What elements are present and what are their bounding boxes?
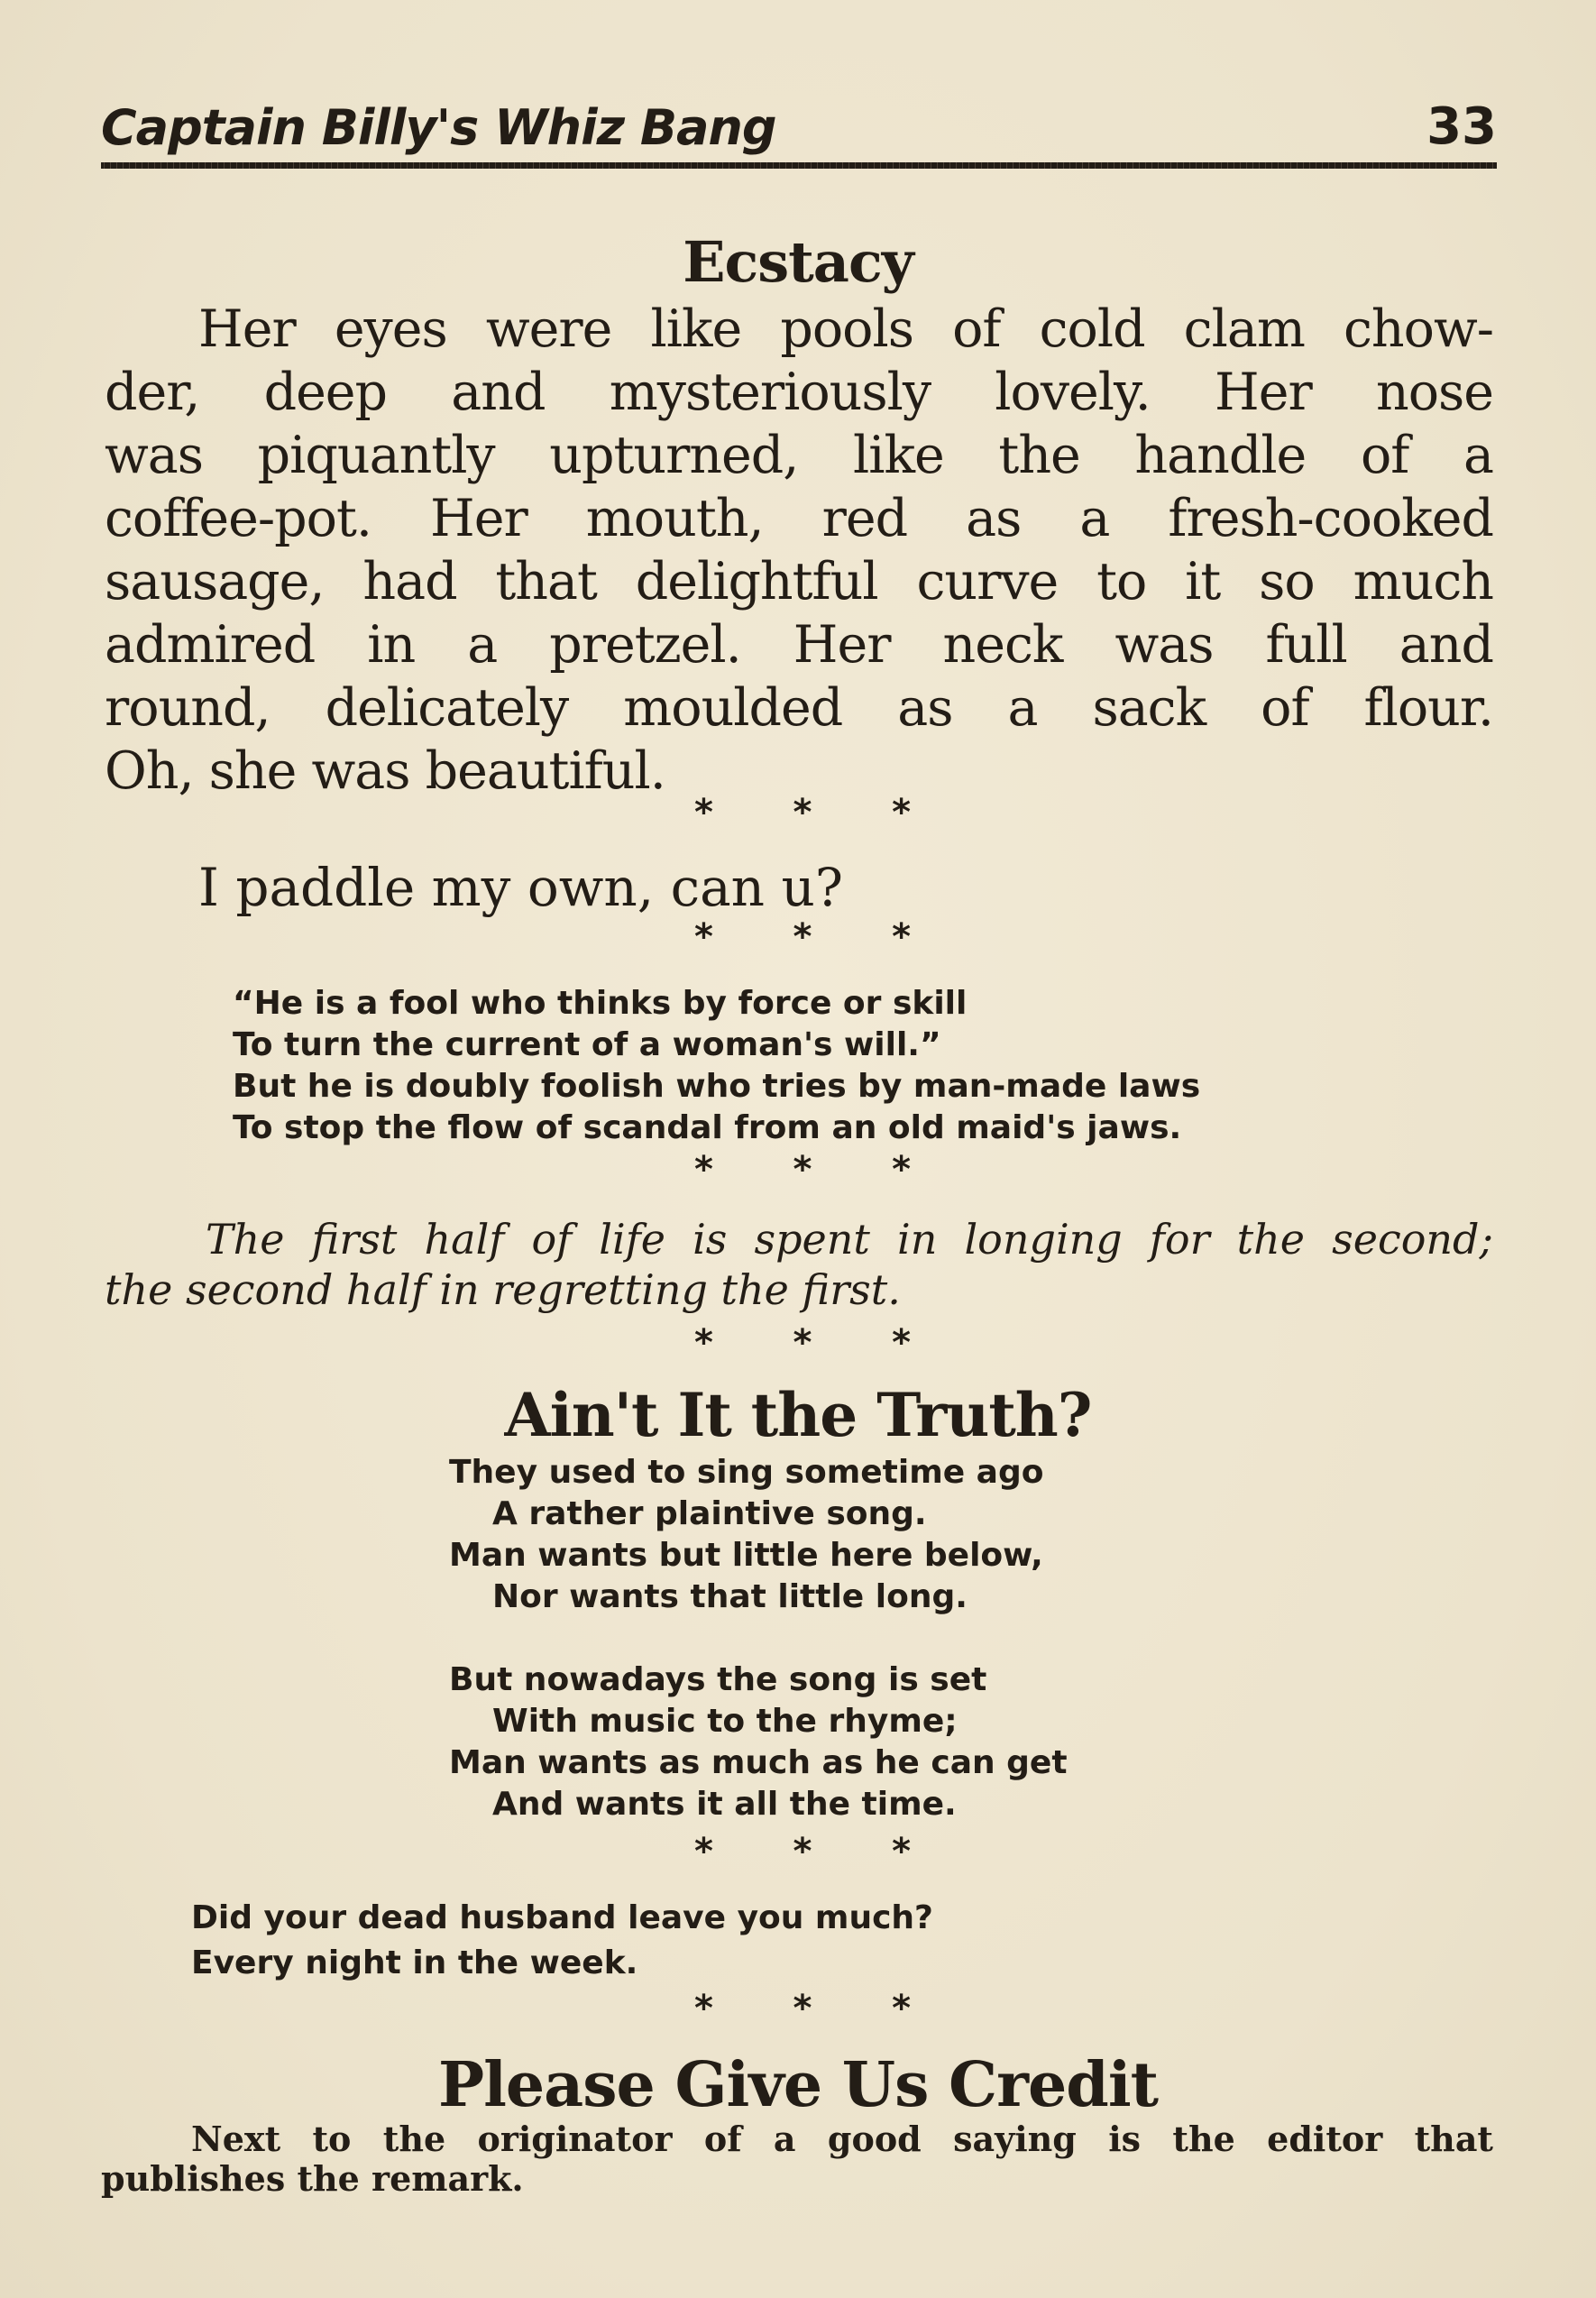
header-rule <box>101 162 1497 169</box>
separator-star: * <box>892 1149 911 1190</box>
truth-title: Ain't It the Truth? <box>504 1380 1092 1450</box>
verse-line: But nowadays the song is set <box>449 1661 987 1698</box>
separator-star: * <box>694 1988 713 2029</box>
separator-stars <box>694 1322 911 1364</box>
verse-line: To stop the flow of scandal from an old maid's jaws. <box>233 1109 1182 1146</box>
separator-star: * <box>892 916 911 958</box>
ecstacy-paragraph <box>105 298 1493 803</box>
ecstacy-line: Oh, she was beautiful. <box>105 741 665 801</box>
quote-line: the second half in regretting the first. <box>105 1265 901 1314</box>
verse-line: But he is doubly foolish who tries by man-made laws <box>233 1068 1201 1105</box>
ecstacy-line: was piquantly upturned, like the handle of a <box>105 426 1493 485</box>
separator-star: * <box>892 792 911 833</box>
ecstacy-title: Ecstacy <box>683 229 913 295</box>
separator-star: * <box>793 792 812 833</box>
husband-joke <box>191 1896 933 1986</box>
ecstacy-line: round, delicately moulded as a sack of flour. <box>105 678 1493 738</box>
verse-line: And wants it all the time. <box>492 1786 957 1823</box>
verse-line: To turn the current of a woman's will.” <box>233 1026 941 1063</box>
ecstacy-line: coffee-pot. Her mouth, red as a fresh-cooked <box>105 489 1493 548</box>
separator-stars <box>694 916 911 958</box>
credit-line: Next to the originator of a good saying is the editor that <box>191 2119 1493 2159</box>
quote-line: The first half of life is spent in longing for the second; <box>206 1215 1493 1264</box>
separator-star: * <box>793 1322 812 1364</box>
joke-line: Did your dead husband leave you much? <box>191 1899 933 1936</box>
separator-star: * <box>892 1988 911 2029</box>
verse-line: With music to the rhyme; <box>492 1703 958 1740</box>
separator-stars <box>694 1149 911 1190</box>
paddle-line: I paddle my own, can u? <box>198 857 843 918</box>
separator-star: * <box>892 1322 911 1364</box>
credit-paragraph <box>101 2119 1493 2199</box>
ecstacy-line: der, deep and mysteriously lovely. Her nose <box>105 363 1493 422</box>
separator-star: * <box>694 916 713 958</box>
page-header <box>101 90 1497 171</box>
credit-title: Please Give Us Credit <box>437 2049 1159 2121</box>
ecstacy-line: admired in a pretzel. Her neck was full and <box>105 615 1493 675</box>
separator-stars <box>694 1831 911 1872</box>
ecstacy-line: Her eyes were like pools of cold clam chow- <box>198 299 1493 359</box>
truth-stanza-1 <box>449 1452 1043 1618</box>
separator-star: * <box>694 792 713 833</box>
separator-star: * <box>793 1831 812 1872</box>
credit-line: publishes the remark. <box>101 2158 524 2199</box>
separator-stars <box>694 792 911 833</box>
truth-stanza-2 <box>449 1659 1068 1825</box>
verse-line: Man wants as much as he can get <box>449 1744 1068 1781</box>
ecstacy-line: sausage, had that delightful curve to it so much <box>105 552 1493 611</box>
verse-line: A rather plaintive song. <box>492 1495 927 1532</box>
magazine-title: Captain Billy's Whiz Bang <box>101 99 776 156</box>
separator-star: * <box>694 1149 713 1190</box>
verse-line: “He is a fool who thinks by force or skill <box>233 985 968 1022</box>
page-number: 33 <box>1426 97 1497 156</box>
separator-star: * <box>694 1322 713 1364</box>
fool-verse <box>233 983 1200 1149</box>
separator-star: * <box>694 1831 713 1872</box>
separator-star: * <box>793 1988 812 2029</box>
life-quote <box>105 1214 1493 1315</box>
separator-star: * <box>892 1831 911 1872</box>
joke-line: Every night in the week. <box>191 1944 638 1981</box>
verse-line: They used to sing sometime ago <box>449 1454 1044 1491</box>
verse-line: Man wants but little here below, <box>449 1537 1043 1574</box>
separator-star: * <box>793 1149 812 1190</box>
verse-line: Nor wants that little long. <box>492 1578 968 1615</box>
separator-star: * <box>793 916 812 958</box>
separator-stars <box>694 1988 911 2029</box>
